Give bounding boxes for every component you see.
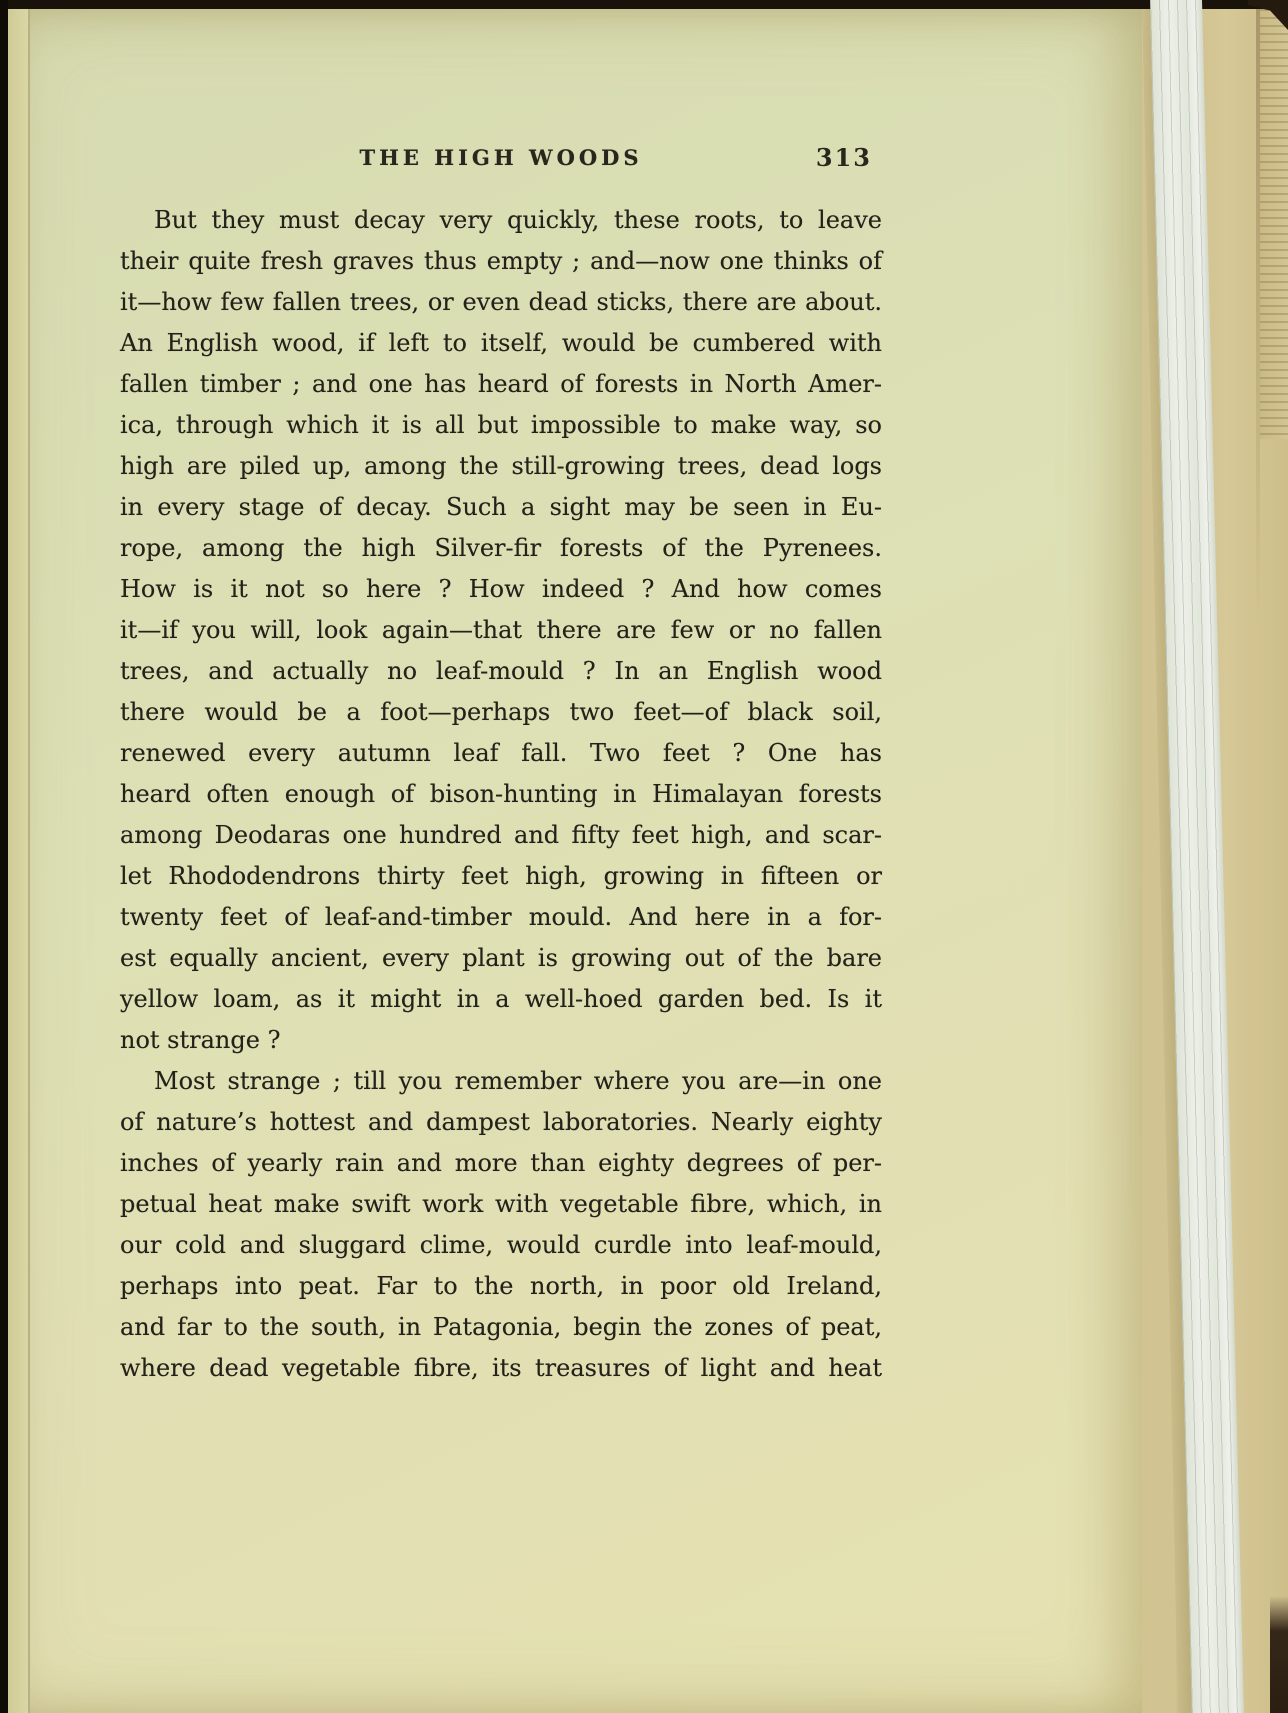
text-line: How is it not so here ? How indeed ? And how comes bbox=[120, 575, 882, 603]
photo-left-border bbox=[0, 0, 8, 1713]
page-number: 313 bbox=[815, 143, 872, 172]
text-line: in every stage of decay. Such a sight may be seen in Eu- bbox=[120, 493, 882, 521]
running-head bbox=[120, 145, 882, 179]
book-page bbox=[8, 9, 1142, 1713]
text-line: high are piled up, among the still-growing trees, dead logs bbox=[120, 452, 882, 480]
text-line: twenty feet of leaf-and-timber mould. And here in a for- bbox=[120, 903, 882, 931]
text-line: perhaps into peat. Far to the north, in poor old Ireland, bbox=[120, 1272, 882, 1300]
text-line: and far to the south, in Patagonia, begin the zones of peat, bbox=[120, 1313, 882, 1341]
text-line: inches of yearly rain and more than eighty degrees of per- bbox=[120, 1149, 882, 1177]
text-line: But they must decay very quickly, these roots, to leave bbox=[154, 206, 882, 234]
bottom-right-dark-corner bbox=[1270, 1596, 1288, 1713]
text-line: let Rhododendrons thirty feet high, growing in fifteen or bbox=[120, 862, 882, 890]
text-line: petual heat make swift work with vegetable fibre, which, in bbox=[120, 1190, 882, 1218]
text-line: fallen timber ; and one has heard of forests in North Amer- bbox=[120, 370, 882, 398]
text-line: est equally ancient, every plant is growing out of the bare bbox=[120, 944, 882, 972]
photo-top-border bbox=[0, 0, 1288, 9]
text-line: trees, and actually no leaf-mould ? In an English wood bbox=[120, 657, 882, 685]
left-page-fold bbox=[8, 9, 30, 1713]
text-line: there would be a foot—perhaps two feet—of black soil, bbox=[120, 698, 882, 726]
text-line: rope, among the high Silver-fir forests of the Pyrenees. bbox=[120, 534, 882, 562]
text-line: An English wood, if left to itself, would be cumbered with bbox=[120, 329, 882, 357]
text-line: not strange ? bbox=[120, 1026, 281, 1054]
text-line: where dead vegetable fibre, its treasures of light and heat bbox=[120, 1354, 882, 1382]
text-line: of nature’s hottest and dampest laboratories. Nearly eighty bbox=[120, 1108, 882, 1136]
text-line: ica, through which it is all but impossible to make way, so bbox=[120, 411, 882, 439]
fore-edge-leaf-texture bbox=[1260, 9, 1288, 439]
page-text-block bbox=[120, 200, 882, 1389]
text-line: it—if you will, look again—that there are few or no fallen bbox=[120, 616, 882, 644]
text-line: heard often enough of bison-hunting in Himalayan forests bbox=[120, 780, 882, 808]
text-line: yellow loam, as it might in a well-hoed garden bed. Is it bbox=[120, 985, 882, 1013]
text-line: it—how few fallen trees, or even dead sticks, there are about. bbox=[120, 288, 882, 316]
text-line: Most strange ; till you remember where you are—in one bbox=[154, 1067, 882, 1095]
fore-edge-divider-line bbox=[1256, 9, 1260, 629]
text-line: their quite fresh graves thus empty ; and—now one thinks of bbox=[120, 247, 882, 275]
running-title: THE HIGH WOODS bbox=[359, 145, 643, 170]
text-line: renewed every autumn leaf fall. Two feet ? One has bbox=[120, 739, 882, 767]
text-line: among Deodaras one hundred and fifty feet high, and scar- bbox=[120, 821, 882, 849]
text-line: our cold and sluggard clime, would curdle into leaf-mould, bbox=[120, 1231, 882, 1259]
